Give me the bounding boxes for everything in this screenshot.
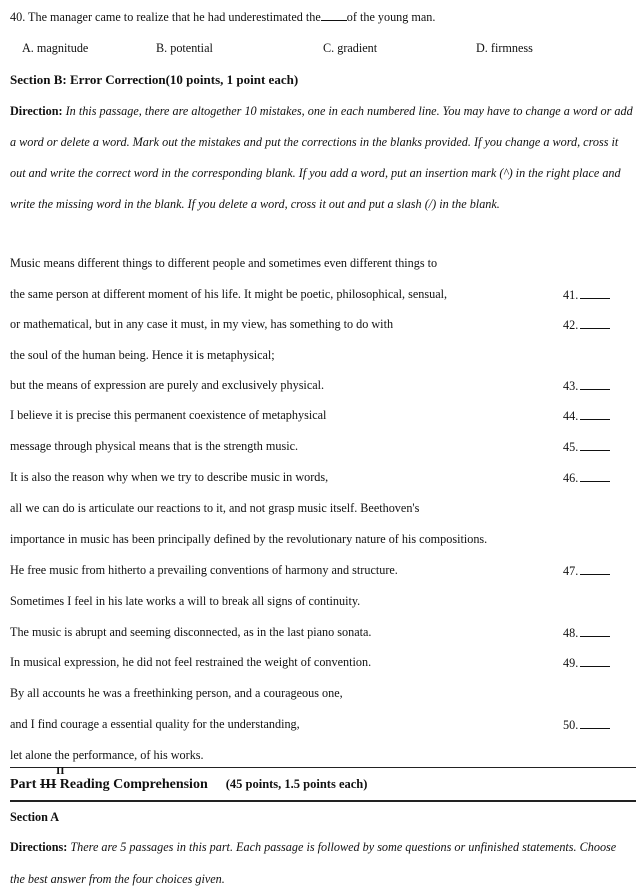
answer-blank (580, 408, 610, 420)
question-40 (10, 9, 435, 25)
part-3-points: (45 points, 1.5 points each) (225, 777, 368, 791)
part-numeral: III (39, 777, 57, 792)
passage-line: By all accounts he was a freethinking person, and a courageous one, (10, 686, 343, 700)
answer-blank (580, 717, 610, 729)
answer-blank (580, 439, 610, 451)
section-a-title: Section A (10, 810, 60, 824)
passage-line: He free music from hitherto a prevailing conventions of harmony and structure. (10, 563, 398, 577)
option-a: A. magnitude (22, 41, 89, 55)
answer-number-41: 41. (563, 287, 610, 303)
section-divider-top (10, 767, 636, 768)
answer-number-45: 45. (563, 439, 610, 455)
answer-number-50: 50. (563, 717, 610, 733)
passage-line: message through physical means that is the strength music. (10, 439, 299, 453)
direction-text: In this passage, there are altogether 10 mistakes, one in each numbered line. You may have to change a word or add a word or delete a word. Mark out the mistakes and put the corrections in the blanks provided. If you change a word, cross it out and write the correct word in the corresponding blank. If you add a word, put an insertion mark (^) in the right place and write the missing word in the blank. If you delete a word, cross it out and put a slash (/) in the blank. (10, 104, 633, 211)
part-3-title: Part III Reading Comprehension (45 points, 1.5 points each) (10, 777, 368, 792)
section-divider-bottom (10, 800, 636, 802)
option-d: D. firmness (476, 41, 533, 55)
passage-line: I believe it is precise this permanent coexistence of metaphysical (10, 408, 327, 422)
passage-line: and I find courage a essential quality for the understanding, (10, 717, 300, 731)
question-40-options (0, 41, 639, 57)
answer-blank (580, 287, 610, 299)
answer-blank (580, 470, 610, 482)
answer-number-47: 47. (563, 563, 610, 579)
passage-line: importance in music has been principally defined by the revolutionary nature of his compositions. (10, 532, 488, 546)
passage-line: the soul of the human being. Hence it is metaphysical; (10, 348, 275, 362)
section-b-title: Section B: Error Correction(10 points, 1 point each) (10, 72, 299, 87)
passage-line: Sometimes I feel in his late works a will to break all signs of continuity. (10, 594, 361, 608)
passage-line: but the means of expression are purely and exclusively physical. (10, 378, 325, 392)
answer-blank (580, 563, 610, 575)
handwritten-correction: II (56, 765, 65, 777)
direction-label: Direction: (10, 104, 63, 118)
passage-line: The music is abrupt and seeming disconnected, as in the last piano sonata. (10, 625, 372, 639)
answer-blank (580, 655, 610, 667)
answer-blank (321, 9, 347, 21)
option-b: B. potential (156, 41, 213, 55)
question-40-suffix: of the young man. (346, 10, 436, 24)
section-b-direction (10, 96, 634, 220)
passage-line: Music means different things to different people and sometimes even different things to (10, 256, 438, 270)
directions-text: There are 5 passages in this part. Each passage is followed by some questions or unfinished statements. Choose the best answer from the four choices given. (10, 840, 617, 886)
passage-line: the same person at different moment of his life. It might be poetic, philosophical, sensual, (10, 287, 448, 301)
section-a-directions (10, 831, 630, 895)
answer-blank (580, 625, 610, 637)
answer-number-42: 42. (563, 317, 610, 333)
question-40-prefix: 40. The manager came to realize that he had underestimated the (10, 10, 321, 24)
passage-line: all we can do is articulate our reactions to it, and not grasp music itself. Beethoven's (10, 501, 420, 515)
answer-number-44: 44. (563, 408, 610, 424)
answer-number-46: 46. (563, 470, 610, 486)
passage-line: In musical expression, he did not feel restrained the weight of convention. (10, 655, 372, 669)
answer-number-49: 49. (563, 655, 610, 671)
passage-line: let alone the performance, of his works. (10, 748, 204, 762)
answer-number-48: 48. (563, 625, 610, 641)
answer-blank (580, 378, 610, 390)
answer-number-43: 43. (563, 378, 610, 394)
directions-label: Directions: (10, 840, 68, 854)
passage-line: or mathematical, but in any case it must, in my view, has something to do with (10, 317, 394, 331)
answer-blank (580, 317, 610, 329)
option-c: C. gradient (323, 41, 378, 55)
passage-line: It is also the reason why when we try to describe music in words, (10, 470, 329, 484)
